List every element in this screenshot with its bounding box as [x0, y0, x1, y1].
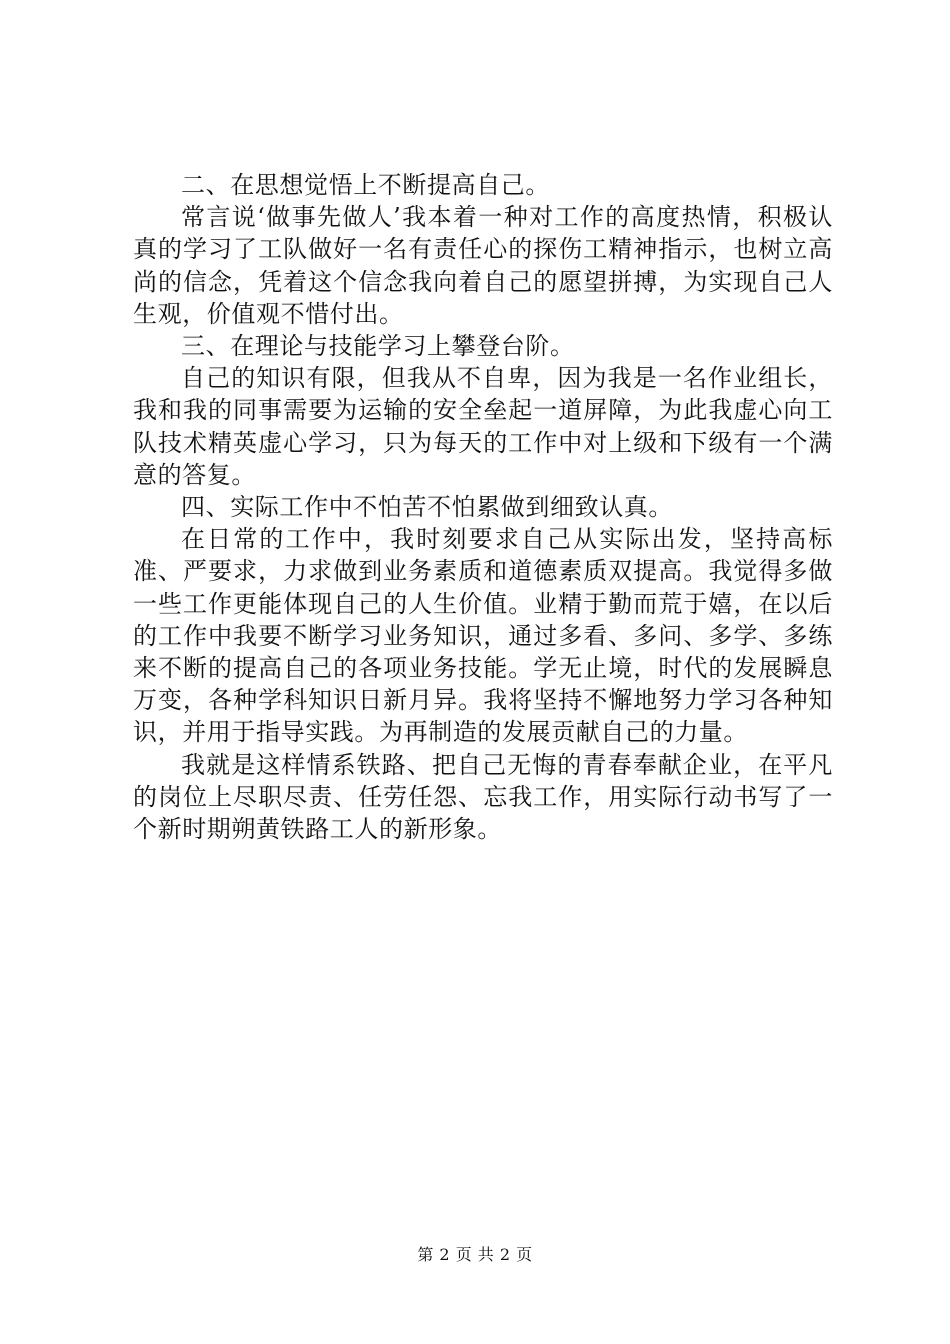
- closing-paragraph: 我就是这样情系铁路、把自己无悔的青春奉献企业，在平凡的岗位上尽职尽责、任劳任怨、忘我工作，用实际行动书写了一个新时期朔黄铁路工人的新形象。: [133, 750, 833, 844]
- body-paragraph: 自己的知识有限，但我从不自卑，因为我是一名作业组长，我和我的同事需要为运输的安全垒起一道屏障，为此我虚心向工队技术精英虚心学习，只为每天的工作中对上级和下级有一个满意的答复。: [133, 364, 833, 489]
- body-paragraph: 常言说‘做事先做人’我本着一种对工作的高度热情，积极认真的学习了工队做好一名有责任心的探伤工精神指示，也树立高尚的信念，凭着这个信念我向着自己的愿望拼搏，为实现自己人生观，价值观不惜付出。: [133, 203, 833, 328]
- body-paragraph: 在日常的工作中，我时刻要求自己从实际出发，坚持高标准、严要求，力求做到业务素质和道德素质双提高。我觉得多做一些工作更能体现自己的人生价值。业精于勤而荒于嬉，在以后的工作中我要不断学习业务知识，通过多看、多问、多学、多练来不断的提高自己的各项业务技能。学无止境，时代的发展瞬息万变，各种学科知识日新月异。我将坚持不懈地努力学习各种知识，并用于指导实践。为再制造的发展贡献自己的力量。: [133, 525, 833, 747]
- page-footer: 第 2 页 共 2 页: [417, 1245, 533, 1264]
- section-heading-3: 三、在理论与技能学习上攀登台阶。: [181, 332, 575, 361]
- document-body: [133, 169, 833, 845]
- section-heading-4: 四、实际工作中不怕苦不怕累做到细致认真。: [181, 493, 673, 522]
- section-heading-2: 二、在思想觉悟上不断提高自己。: [181, 171, 550, 199]
